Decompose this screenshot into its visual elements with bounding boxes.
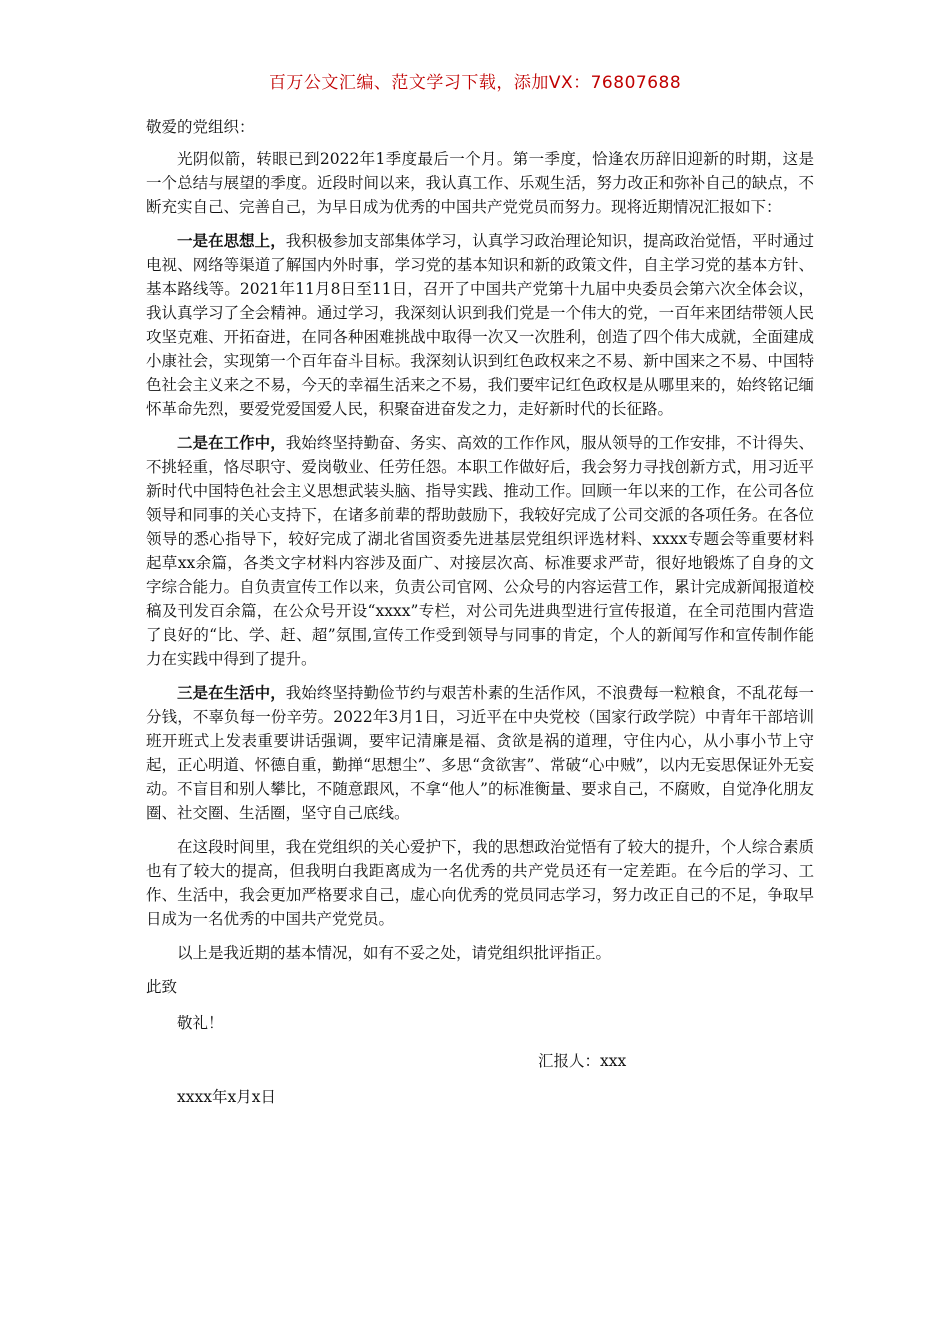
section-work: [146, 431, 814, 671]
section-lead: 二是在工作中，: [177, 433, 286, 452]
letter-body: [146, 115, 814, 1109]
conclusion-paragraph: 以上是我近期的基本情况，如有不妥之处，请党组织批评指正。: [177, 944, 612, 962]
closing-salute: 敬礼！: [177, 1014, 224, 1032]
closing-respectfully: 此致: [146, 978, 178, 996]
section-body: 我始终坚持勤俭节约与艰苦朴素的生活作风，不浪费每一粒粮食，不乱花每一分钱，不辜负每一份辛劳。2022年3月1日，习近平在中央党校（国家行政学院）中青年干部培训班开班式上发表重要讲话强调，要牢记清廉是福、贪欲是祸的道理，守住内心，从小事小节上守起，正心明道、怀德自重，勤掸“思想尘”、多思“贪欲害”、常破“心中贼”，以内无妄思保证外无妄动。不盲目和别人攀比，不随意跟风，不拿“他人”的标准衡量、要求自己，不腐败，自觉净化朋友圈、社交圈、生活圈，坚守自己底线。: [146, 684, 814, 822]
section-lead: 三是在生活中，: [177, 683, 286, 702]
date: xxxx年x月x日: [177, 1088, 276, 1106]
intro-paragraph: 光阴似箭，转眼已到2022年1季度最后一个月。第一季度，恰逢农历辞旧迎新的时期，这是一个总结与展望的季度。近段时间以来，我认真工作、乐观生活，努力改正和弥补自己的缺点，不断充实自己、完善自己，为早日成为优秀的中国共产党党员而努力。现将近期情况汇报如下：: [146, 150, 814, 216]
summary-paragraph: 在这段时间里，我在党组织的关心爱护下，我的思想政治觉悟有了较大的提升，个人综合素质也有了较大的提高，但我明白我距离成为一名优秀的共产党员还有一定差距。在今后的学习、工作、生活中，我会更加严格要求自己，虚心向优秀的党员同志学习，努力改正自己的不足，争取早日成为一名优秀的中国共产党党员。: [146, 838, 814, 928]
section-thought: [146, 229, 814, 421]
section-body: 我始终坚持勤奋、务实、高效的工作作风，服从领导的工作安排，不计得失、不挑轻重，恪尽职守、爱岗敬业、任劳任怨。本职工作做好后，我会努力寻找创新方式，用习近平新时代中国特色社会主义思想武装头脑、指导实践、推动工作。回顾一年以来的工作，在公司各位领导和同事的关心支持下，在诸多前辈的帮助鼓励下，我较好完成了公司交派的各项任务。在各位领导的悉心指导下，较好完成了湖北省国资委先进基层党组织评选材料、xxxx专题会等重要材料起草xx余篇，各类文字材料内容涉及面广、对接层次高、标准要求严苛，很好地锻炼了自身的文字综合能力。自负责宣传工作以来，负责公司官网、公众号的内容运营工作，累计完成新闻报道校稿及刊发百余篇，在公众号开设“xxxx”专栏，对公司先进典型进行宣传报道，在全司范围内营造了良好的“比、学、赶、超”氛围,宣传工作受到领导与同事的肯定，个人的新闻写作和宣传制作能力在实践中得到了提升。: [146, 434, 814, 668]
salutation: 敬爱的党组织：: [146, 118, 255, 136]
section-body: 我积极参加支部集体学习，认真学习政治理论知识，提高政治觉悟，平时通过电视、网络等渠道了解国内外时事，学习党的基本知识和新的政策文件，自主学习党的基本方针、基本路线等。2021年11月8日至11日，召开了中国共产党第十九届中央委员会第六次全体会议，我认真学习了全会精神。通过学习，我深刻认识到我们党是一个伟大的党，一百年来团结带领人民攻坚克难、开拓奋进，在同各种困难挑战中取得一次又一次胜利，创造了四个伟大成就，全面建成小康社会，实现第一个百年奋斗目标。我深刻认识到红色政权来之不易、新中国来之不易、中国特色社会主义来之不易，今天的幸福生活来之不易，我们要牢记红色政权是从哪里来的，始终铭记缅怀革命先烈，要爱党爱国爱人民，积聚奋进奋发之力，走好新时代的长征路。: [146, 232, 814, 418]
section-lead: 一是在思想上，: [177, 231, 286, 250]
section-life: [146, 681, 814, 825]
signer: 汇报人：xxx: [538, 1052, 627, 1070]
header-banner: 百万公文汇编、范文学习下载，添加VX：76807688: [268, 73, 682, 93]
